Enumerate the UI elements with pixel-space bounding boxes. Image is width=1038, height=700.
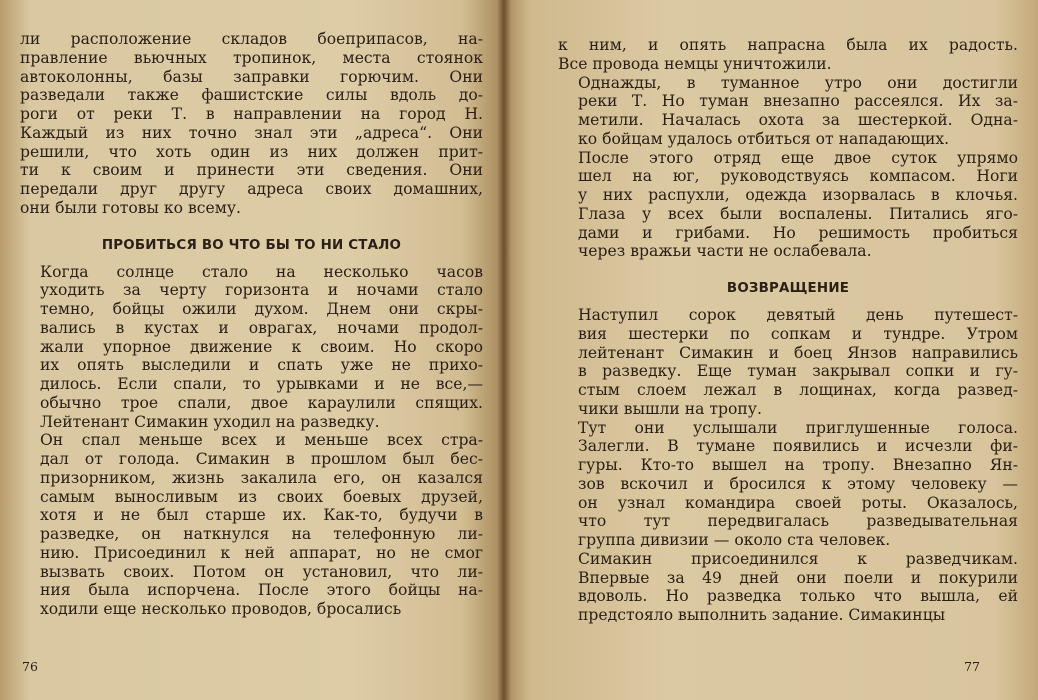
text-line: автоколонны, базы заправки горючим. Они bbox=[20, 67, 483, 86]
paragraph bbox=[558, 36, 1018, 74]
text-line: реки Т. Но туман внезапно рассеялся. Их за- bbox=[578, 92, 1018, 111]
left-page bbox=[0, 0, 503, 700]
text-line: дами и грибами. Но решимость пробиться bbox=[578, 223, 1018, 242]
text-line: их опять выследили и спать уже не прихо- bbox=[40, 356, 483, 375]
text-line: через вражьи части не ослабевала. bbox=[578, 242, 872, 261]
text-line: вались в кустах и оврагах, ночами продол- bbox=[40, 318, 483, 337]
text-line: стым слоем лежал в лощинах, когда развед- bbox=[578, 381, 1018, 399]
text-line: чики вышли на тропу. bbox=[578, 399, 762, 418]
text-line: нию. Присоединил к ней аппарат, но не смог bbox=[40, 543, 483, 562]
text-line: правление вьючных тропинок, места стоянок bbox=[20, 48, 483, 67]
text-line: группа дивизии — около ста человек. bbox=[578, 531, 891, 549]
text-line: обычно трое спали, двое караулили спящих. bbox=[40, 393, 483, 412]
text-line: у них распухли, одежда изорвалась в клочья. bbox=[578, 186, 1018, 204]
text-line: Однажды, в туманное утро они достигли bbox=[578, 73, 1018, 92]
text-line: передали друг другу адреса своих домашних, bbox=[20, 180, 483, 198]
text-line: дилось. Если спали, то урывками и не все,— bbox=[40, 375, 483, 393]
text-line: вызвать своих. Потом он установил, что ли- bbox=[40, 562, 483, 581]
paragraph bbox=[20, 431, 483, 619]
text-line: Впервые за 49 дней они поели и покурили bbox=[578, 568, 1018, 587]
paragraph bbox=[558, 550, 1018, 625]
text-line: самым выносливым из своих боевых друзей, bbox=[40, 487, 483, 506]
text-line: решили, что хоть один из них должен прит- bbox=[20, 142, 483, 161]
text-line: метили. Началась охота за шестеркой. Одна- bbox=[578, 111, 1018, 129]
paragraph bbox=[558, 419, 1018, 550]
text-line: он узнал командира своей роты. Оказалось, bbox=[578, 493, 1018, 512]
text-line: жали упорное движение к своим. Но скоро bbox=[40, 337, 483, 356]
text-line: ти к своим и принести эти сведения. Они bbox=[20, 161, 483, 180]
text-line: Глаза у всех были воспалены. Питались яго- bbox=[578, 204, 1018, 223]
section-heading: ВОЗВРАЩЕНИЕ bbox=[726, 281, 850, 296]
text-line: дал от голода. Симакин в прошлом был бес- bbox=[40, 450, 483, 468]
text-line: вия шестерки по сопкам и тундре. Утром bbox=[578, 324, 1018, 343]
text-line: Когда солнце стало на несколько часов bbox=[40, 262, 483, 281]
text-line: ко бойцам удалось отбиться от нападающих. bbox=[578, 129, 950, 148]
text-line: предстояло выполнить задание. Симакинцы bbox=[578, 606, 946, 624]
text-line: После этого отряд еще двое суток упрямо bbox=[578, 148, 1018, 167]
text-line: что тут передвигалась разведывательная bbox=[578, 512, 1018, 531]
text-line: Все провода немцы уничтожили. bbox=[558, 54, 832, 73]
text-line: ходили еще несколько проводов, бросались bbox=[40, 600, 402, 618]
text-line: к ним, и опять напрасна была их радость. bbox=[558, 36, 1018, 54]
paragraph bbox=[20, 30, 483, 218]
paragraph bbox=[558, 149, 1018, 262]
text-line: Симакин присоединился к разведчикам. bbox=[578, 549, 1018, 568]
text-line: уходить за черту горизонта и ночами стало bbox=[40, 281, 483, 300]
text-line: Лейтенант Симакин уходил на разведку. bbox=[40, 412, 380, 431]
book-gutter bbox=[497, 0, 511, 700]
right-page bbox=[503, 0, 1038, 700]
text-line: роги от реки Т. в направлении на город Н. bbox=[20, 105, 483, 123]
text-line: гуры. Кто-то вышел на тропу. Внезапно Ян- bbox=[578, 456, 1018, 474]
paragraph bbox=[558, 306, 1018, 419]
text-line: разведали также фашистские силы вдоль до- bbox=[20, 86, 483, 105]
text-line: лейтенант Симакин и боец Янзов направились bbox=[578, 343, 1018, 362]
text-line: Каждый из них точно знал эти „адреса“. Они bbox=[20, 123, 483, 142]
text-line: шел на юг, руководствуясь компасом. Ноги bbox=[578, 167, 1018, 186]
section-heading: ПРОБИТЬСЯ ВО ЧТО БЫ ТО НИ СТАЛО bbox=[101, 237, 402, 253]
text-line: вдоволь. Но разведка только что вышла, ей bbox=[578, 587, 1018, 606]
paragraph bbox=[558, 74, 1018, 149]
text-line: темно, бойцы ожили духом. Днем они скры- bbox=[40, 300, 483, 318]
text-line: Он спал меньше всех и меньше всех стра- bbox=[40, 431, 483, 450]
text-line: разведке, он наткнулся на телефонную ли- bbox=[40, 525, 483, 543]
text-line: Наступил сорок девятый день путешест- bbox=[578, 306, 1018, 324]
text-line: ли расположение складов боеприпасов, на- bbox=[20, 30, 483, 48]
text-line: хотя и не был старше их. Как-то, будучи в bbox=[40, 506, 483, 525]
paragraph bbox=[20, 263, 483, 432]
page-number: 76 bbox=[22, 659, 38, 674]
text-line: призорником, жизнь закалила его, он казался bbox=[40, 468, 483, 487]
page-number: 77 bbox=[964, 659, 980, 674]
text-line: ния была испорчена. После этого бойцы на- bbox=[40, 581, 483, 600]
text-line: Тут они услышали приглушенные голоса. bbox=[578, 418, 1018, 437]
text-line: в разведку. Еще туман закрывал сопки и гу- bbox=[578, 362, 1018, 381]
text-line: зов вскочил и бросился к этому человеку — bbox=[578, 474, 1018, 493]
text-line: они были готовы ко всему. bbox=[20, 198, 242, 217]
text-line: Залегли. В тумане появились и исчезли фи- bbox=[578, 437, 1018, 456]
